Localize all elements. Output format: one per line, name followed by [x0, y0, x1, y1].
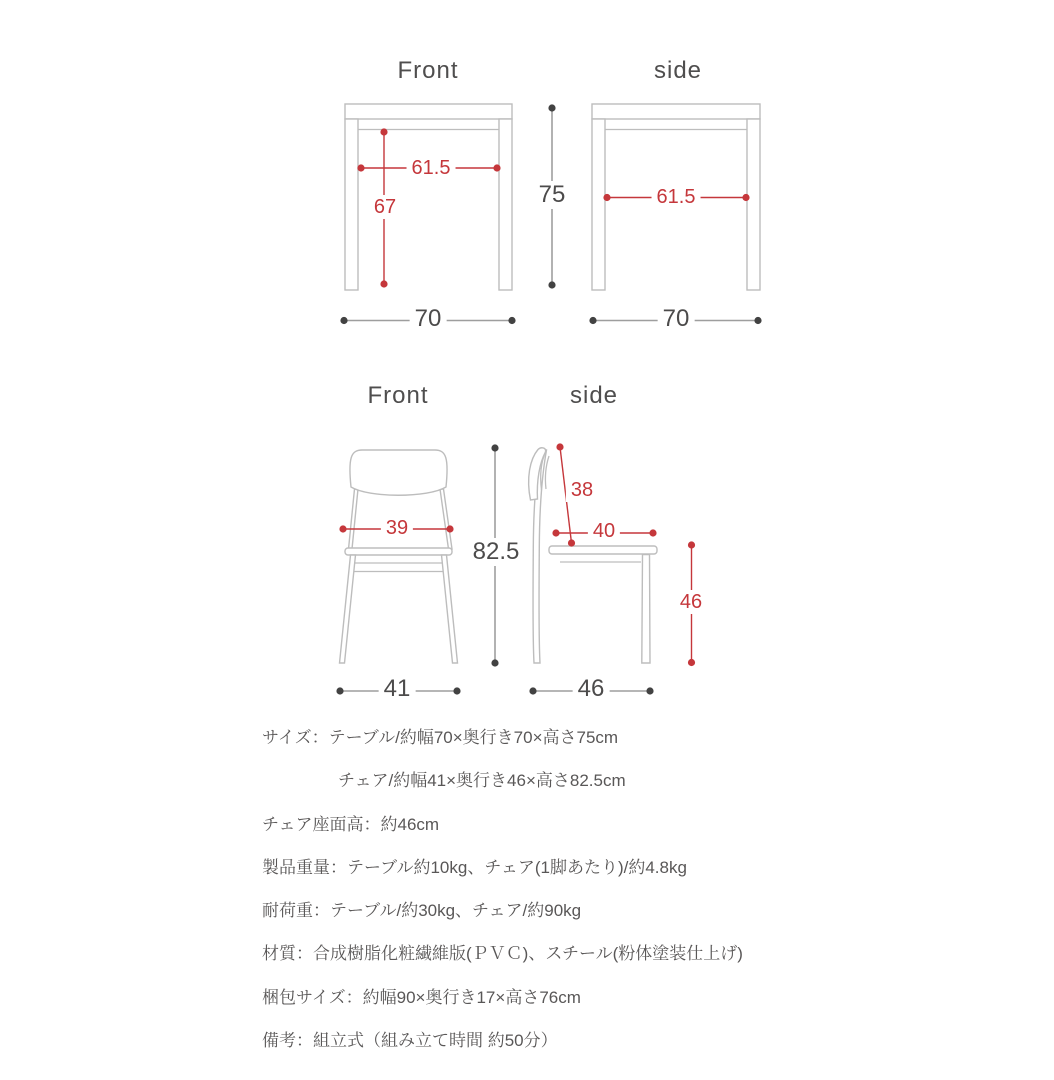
chair-front-view-title: Front [367, 382, 429, 409]
chair-back-width-label: 39 [381, 516, 413, 540]
spec-notes: 備考：組立式（組み立て時間 約50分） [262, 1031, 558, 1051]
table-side-inner-depth-label: 61.5 [652, 185, 701, 209]
table-front-leg-height-label: 67 [369, 195, 401, 219]
chair-front-width-label: 41 [379, 675, 416, 703]
spec-list [262, 729, 743, 1050]
spec-seat-height: チェア座面高：約46cm [262, 814, 440, 834]
spec-package-size: 梱包サイズ：約幅90×奥行き17×高さ76cm [262, 987, 581, 1007]
spec-product-weight: 製品重量：テーブル約10kg、チェア(1脚あたり)/約4.8kg [262, 857, 687, 877]
chair-side-view-title: side [569, 382, 619, 409]
table-side-view-title: side [653, 57, 703, 84]
spec-size-chair: チェア/約幅41×奥行き46×高さ82.5cm [338, 771, 626, 791]
chair-backrest-length-label: 38 [566, 478, 598, 502]
chair-side-depth-label: 46 [573, 675, 610, 703]
chair-side-dimensions [529, 443, 695, 694]
chair-seat-height-label: 46 [675, 590, 707, 614]
chair-front-drawing [340, 450, 458, 663]
spec-material: 材質：合成樹脂化粧繊維版(ＰＶＣ)、スチール(粉体塗装仕上げ) [262, 944, 743, 964]
chair-seat-depth-label: 40 [588, 519, 620, 543]
table-side-depth-label: 70 [658, 305, 695, 333]
table-front-inner-width-label: 61.5 [407, 156, 456, 180]
spec-size-table: サイズ：テーブル/約幅70×奥行き70×高さ75cm [262, 728, 619, 747]
table-height-label: 75 [534, 181, 571, 209]
spec-load-capacity: 耐荷重：テーブル/約30kg、チェア/約90kg [262, 901, 582, 921]
table-front-width-label: 70 [410, 305, 447, 333]
chair-height-label: 82.5 [468, 538, 525, 566]
table-front-view-title: Front [397, 57, 459, 84]
